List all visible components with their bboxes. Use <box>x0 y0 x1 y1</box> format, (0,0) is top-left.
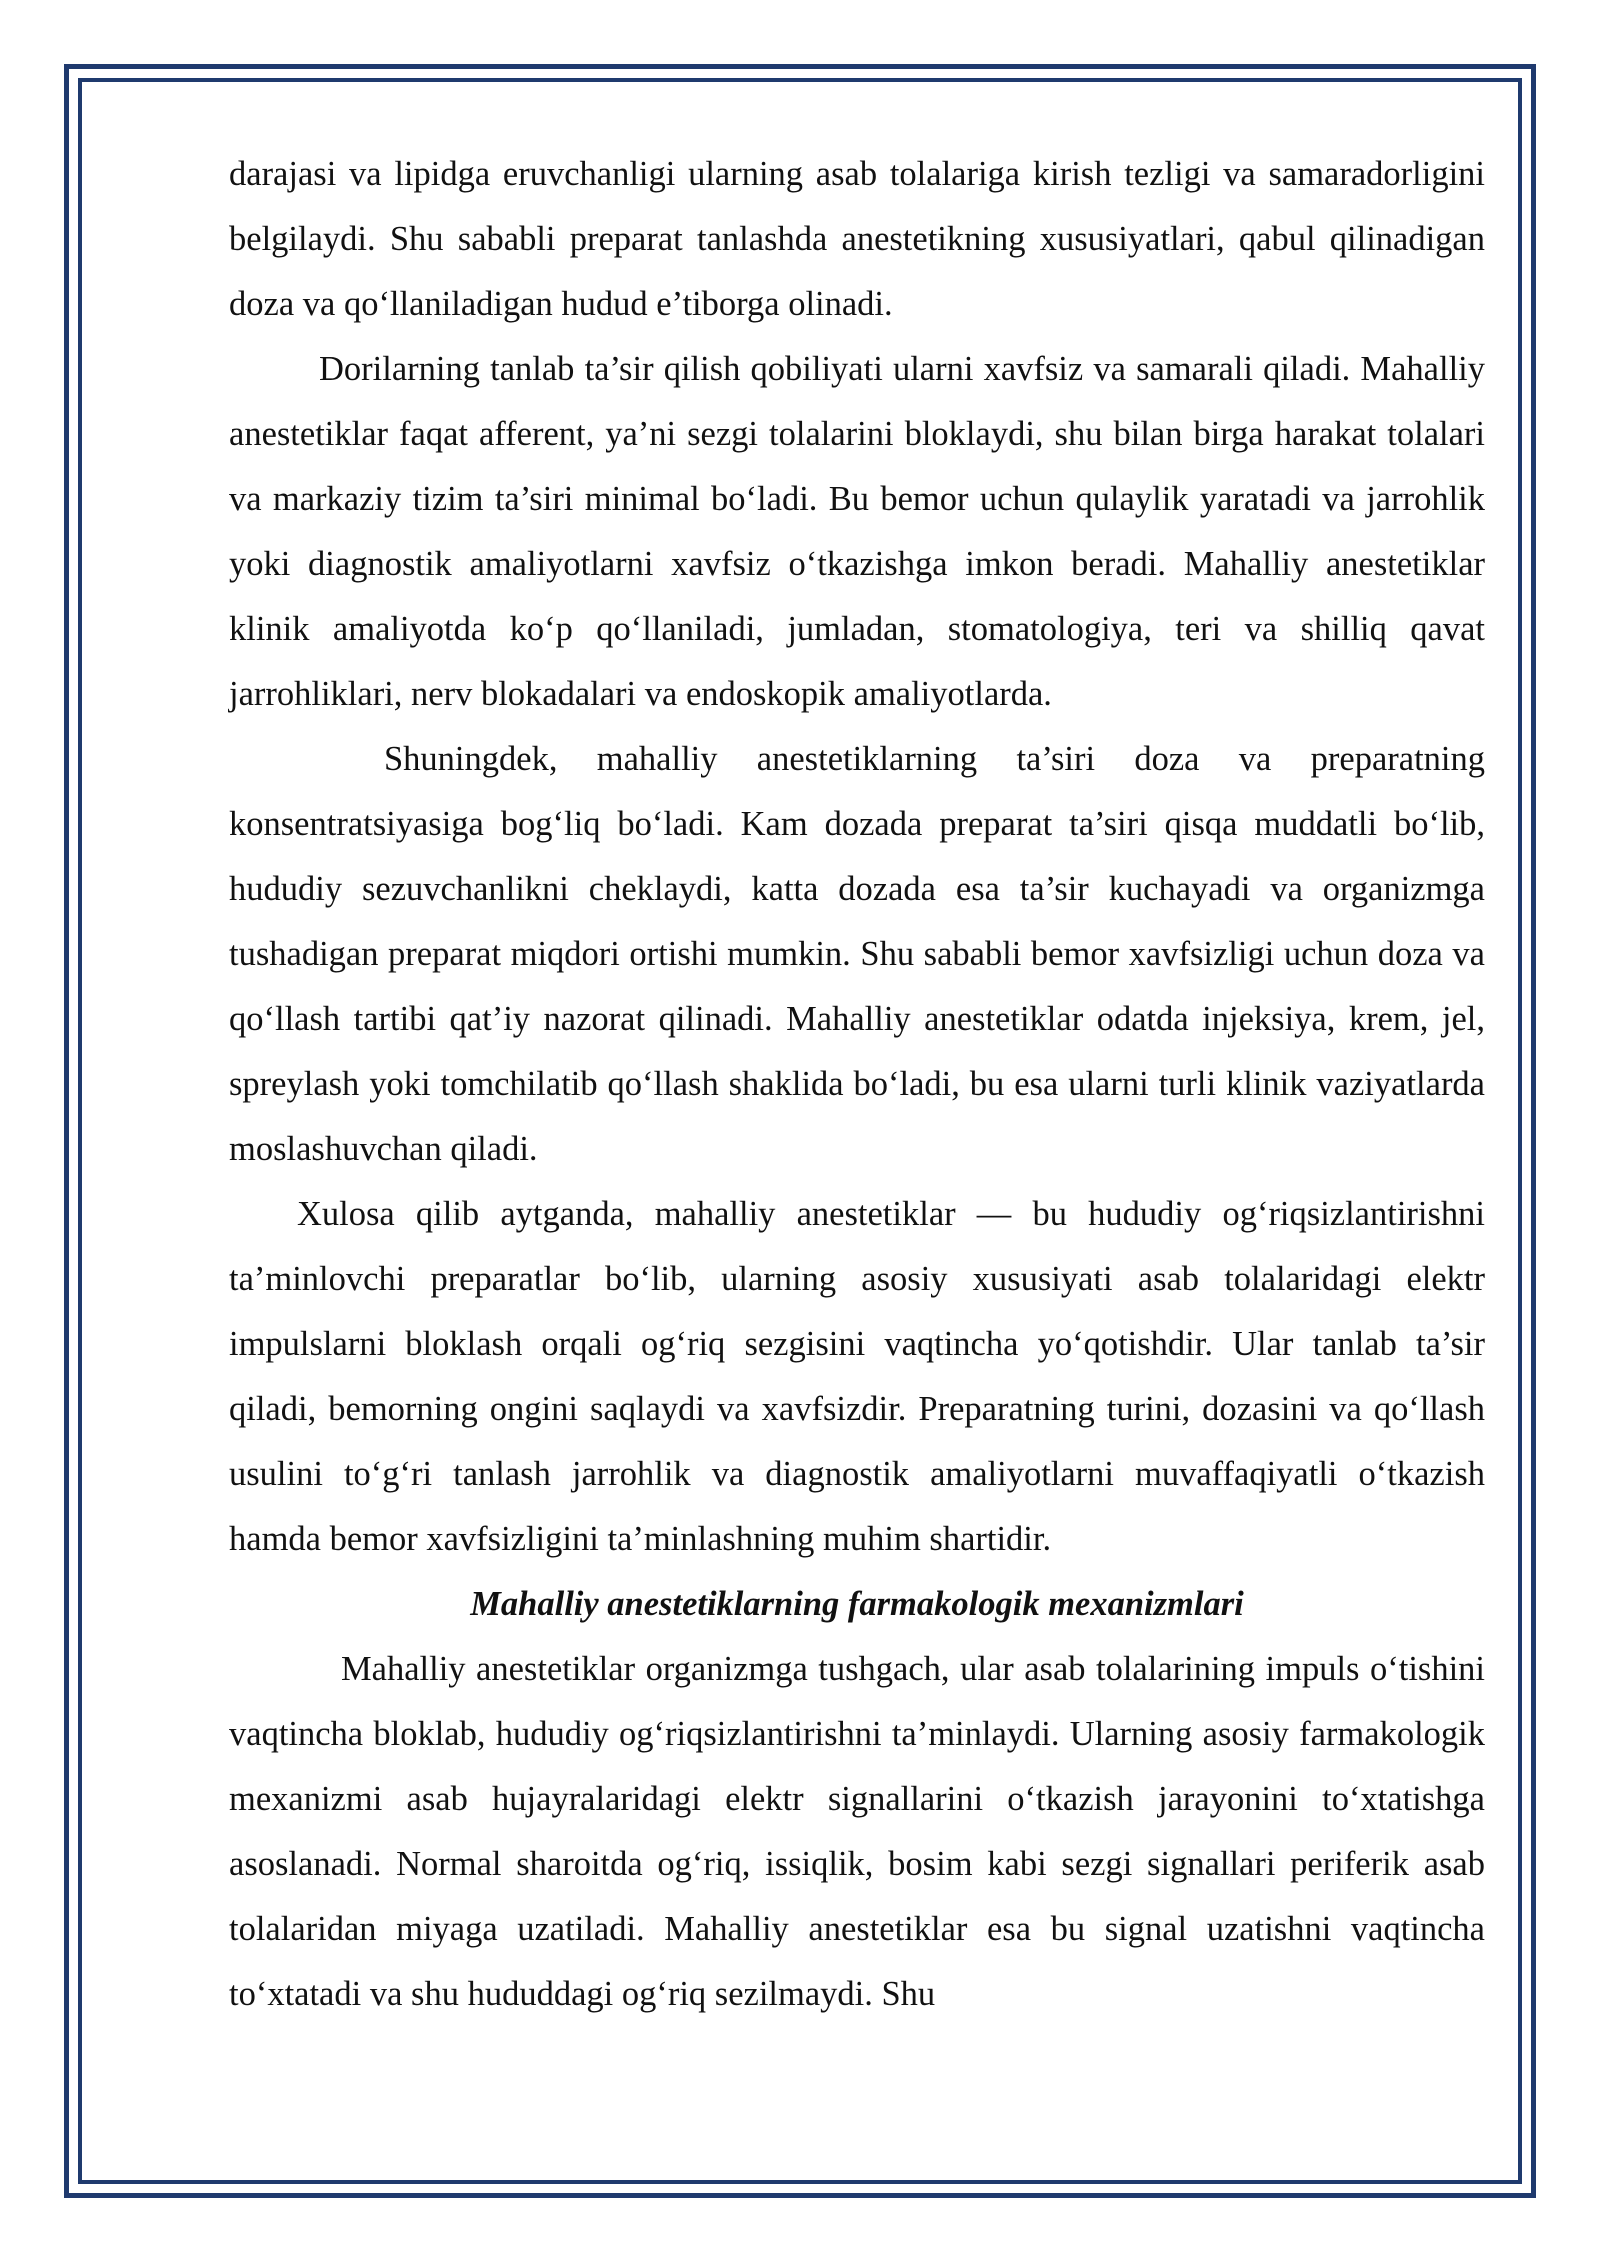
paragraph-selectivity: Dorilarning tanlab ta’sir qilish qobiliyati ularni xavfsiz va samarali qiladi. Mahalliy anestetiklar faqat afferent, ya’ni sezgi tolalarini bloklaydi, shu bilan birga harakat tolalari va markaziy tizim ta’siri minimal bo‘ladi. Bu bemor uchun qulaylik yaratadi va jarrohlik yoki diagnostik amaliyotlarni xavfsiz o‘tkazishga imkon beradi. Mahalliy anestetiklar klinik amaliyotda ko‘p qo‘llaniladi, jumladan, stomatologiya, teri va shilliq qavat jarrohliklari, nerv blokadalari va endoskopik amaliyotlarda. <box>229 350 1485 713</box>
paragraph-continuation: darajasi va lipidga eruvchanligi ularning asab tolalariga kirish tezligi va samaradorligini belgilaydi. Shu sababli preparat tanlashda anestetikning xususiyatlari, qabul qilinadigan doza va qo‘llaniladigan hudud e’tiborga olinadi. <box>229 155 1485 323</box>
paragraph-dose: Shuningdek, mahalliy anestetiklarning ta’siri doza va preparatning konsentratsiyasiga bog‘liq bo‘ladi. Kam dozada preparat ta’siri qisqa muddatli bo‘lib, hududiy sezuvchanlikni cheklaydi, katta dozada esa ta’sir kuchayadi va organizmga tushadigan preparat miqdori ortishi mumkin. Shu sababli bemor xavfsizligi uchun doza va qo‘llash tartibi qat’iy nazorat qilinadi. Mahalliy anestetiklar odatda injeksiya, krem, jel, spreylash yoki tomchilatib qo‘llash shaklida bo‘ladi, bu esa ularni turli klinik vaziyatlarda moslashuvchan qiladi. <box>229 740 1485 1168</box>
paragraph-conclusion: Xulosa qilib aytganda, mahalliy anestetiklar — bu hududiy og‘riqsizlantirishni ta’minlovchi preparatlar bo‘lib, ularning asosiy xususiyati asab tolalaridagi elektr impulslarni bloklash orqali og‘riq sezgisini vaqtincha yo‘qotishdir. Ular tanlab ta’sir qiladi, bemorning ongini saqlaydi va xavfsizdir. Preparatning turini, dozasini va qo‘llash usulini to‘g‘ri tanlash jarrohlik va diagnostik amaliyotlarni muvaffaqiyatli o‘tkazish hamda bemor xavfsizligini ta’minlashning muhim shartidir. <box>229 1195 1485 1558</box>
document-body <box>229 142 1485 2027</box>
paragraph-mechanism: Mahalliy anestetiklar organizmga tushgach, ular asab tolalarining impuls o‘tishini vaqtincha bloklab, hududiy og‘riqsizlantirishni ta’minlaydi. Ularning asosiy farmakologik mexanizmi asab hujayralaridagi elektr signallarini o‘tkazish jarayonini to‘xtatishga asoslanadi. Normal sharoitda og‘riq, issiqlik, bosim kabi sezgi signallari periferik asab tolalaridan miyaga uzatiladi. Mahalliy anestetiklar esa bu signal uzatishni vaqtincha to‘xtatadi va shu hududdagi og‘riq sezilmaydi. Shu <box>229 1650 1485 2013</box>
section-heading: Mahalliy anestetiklarning farmakologik mexanizmlari <box>470 1585 1244 1623</box>
